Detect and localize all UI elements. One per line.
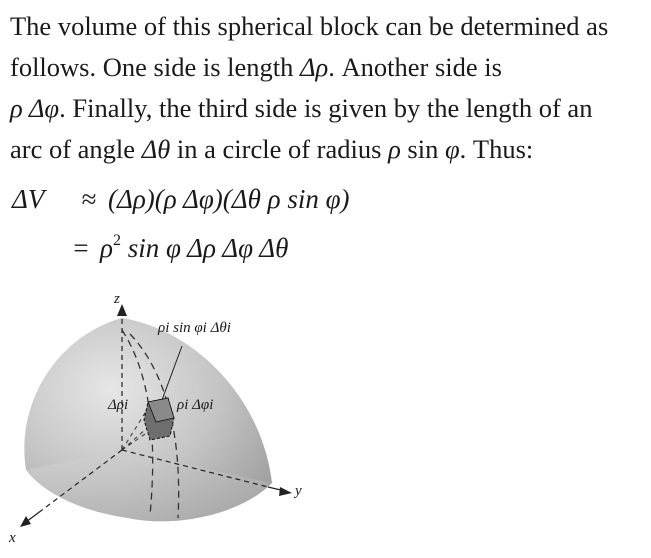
equals-sign: = [73, 233, 89, 263]
paragraph-line-4 [10, 129, 646, 170]
equation-result-rest: sin φ Δρ Δφ Δθ [120, 233, 289, 263]
equation-volume-approx [12, 184, 350, 215]
math-rho: ρ [388, 134, 401, 164]
text-segment: . Thus: [459, 134, 534, 164]
x-axis-arrowhead [20, 516, 31, 527]
math-delta-rho: Δρ [300, 52, 329, 82]
text-segment: . Finally, the third side is given by the length of an [59, 93, 593, 123]
rho-symbol: ρ [100, 233, 113, 263]
equation-lhs: ΔV [12, 184, 45, 214]
text-segment: . Another side is [328, 52, 502, 82]
axis-y-label: y [295, 483, 302, 499]
paragraph-line-3 [10, 88, 646, 129]
text-segment: follows. One side is length [10, 52, 300, 82]
math-phi: φ [444, 134, 460, 164]
approx-sign: ≈ [81, 184, 97, 214]
exponent: 2 [112, 232, 121, 249]
spherical-block-figure [0, 290, 330, 553]
equation-volume-result [62, 232, 288, 264]
text-segment: arc of angle [10, 134, 142, 164]
equation-rhs: (Δρ)(ρ Δφ)(Δθ ρ sin φ) [108, 184, 350, 214]
arc-length-label: ρi sin φi Δθi [158, 320, 231, 336]
text-segment: sin [400, 134, 445, 164]
paragraph-line-1: The volume of this spherical block can be determined as [10, 11, 609, 41]
description-paragraph [10, 6, 646, 170]
math-rho-delta-phi: ρ Δφ [10, 93, 60, 123]
axis-z-label: z [114, 291, 120, 307]
y-axis-arrowhead [279, 487, 292, 496]
rho-delta-phi-label: ρi Δφi [177, 397, 214, 413]
text-segment: in a circle of radius [170, 134, 389, 164]
axis-x-label: x [9, 530, 16, 546]
math-delta-theta: Δθ [141, 134, 171, 164]
paragraph-line-2 [10, 47, 646, 88]
delta-rho-label: Δρi [108, 397, 129, 413]
